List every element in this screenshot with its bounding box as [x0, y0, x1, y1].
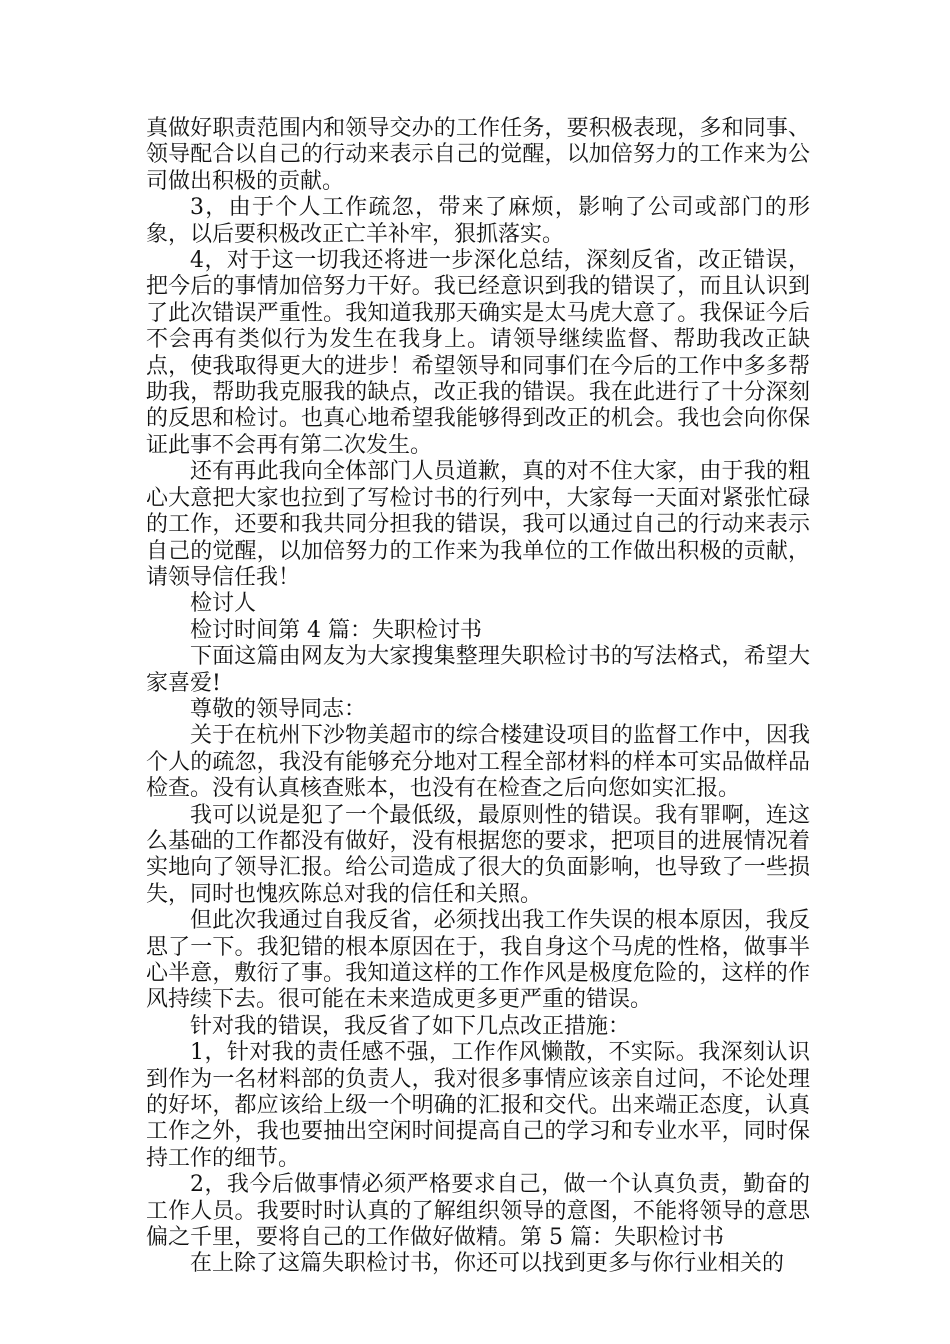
paragraph-10: 我可以说是犯了一个最低级，最原则性的错误。我有罪啊，连这么基础的工作都没有做好，没有根据您的要求，把项目的进展情况着实地向了领导汇报。给公司造成了很大的负面影响，也导致了一些损失，同时也愧疚陈总对我的信任和关照。 — [146, 802, 810, 907]
date-and-heading-line: 检讨时间第 4 篇：失职检讨书 — [190, 617, 482, 643]
paragraph-1: 真做好职责范围内和领导交办的工作任务，要积极表现，多和同事、领导配合以自己的行动来表示自己的觉醒，以加倍努力的工作来为公司做出积极的贡献。 — [146, 116, 810, 194]
paragraph-4: 还有再此我向全体部门人员道歉，真的对不住大家，由于我的粗心大意把大家也拉到了写检讨书的行列中，大家每一天面对紧张忙碌的工作，还要和我共同分担我的错误，我可以通过自己的行动来表示自己的觉醒，以加倍努力的工作来为我单位的工作做出积极的贡献，请领导信任我！ — [146, 459, 810, 590]
paragraph-2: 3，由于个人工作疏忽，带来了麻烦，影响了公司或部门的形象，以后要积极改正亡羊补牢，狠抓落实。 — [146, 195, 810, 247]
salutation: 尊敬的领导同志： — [190, 696, 367, 722]
document-page — [146, 116, 810, 1278]
paragraph-11: 但此次我通过自我反省，必须找出我工作失误的根本原因，我反思了一下。我犯错的根本原因在于，我自身这个马虎的性格，做事半心半意，敷衍了事。我知道这样的工作作风是极度危险的，这样的作风持续下去。很可能在未来造成更多更严重的错误。 — [146, 908, 810, 1013]
paragraph-15: 在上除了这篇失职检讨书，你还可以找到更多与你行业相关的 — [190, 1251, 785, 1277]
paragraph-12: 针对我的错误，我反省了如下几点改正措施： — [190, 1013, 631, 1039]
paragraph-3: 4，对于这一切我还将进一步深化总结，深刻反省，改正错误，把今后的事情加倍努力干好。我已经意识到我的错误了，而且认识到了此次错误严重性。我知道我那天确实是太马虎大意了。我保证今后不会再有类似行为发生在我身上。请领导继续监督、帮助我改正缺点，使我取得更大的进步！希望领导和同事们在今后的工作中多多帮助我，帮助我克服我的缺点，改正我的错误。我在此进行了十分深刻的反思和检讨。也真心地希望我能够得到改正的机会。我也会向你保证此事不会再有第二次发生。 — [146, 248, 810, 458]
signature-line: 检讨人 — [190, 591, 257, 617]
paragraph-13: 1，针对我的责任感不强，工作作风懒散，不实际。我深刻认识到作为一名材料部的负责人，我对很多事情应该亲自过问，不论处理的好坏，都应该给上级一个明确的汇报和交代。出来端正态度，认真工作之外，我也要抽出空闲时间提高自己的学习和专业水平，同时保持工作的细节。 — [146, 1040, 810, 1171]
paragraph-14: 2，我今后做事情必须严格要求自己，做一个认真负责，勤奋的工作人员。我要时时认真的了解组织领导的意图，不能将领导的意思偏之千里，要将自己的工作做好做精。第 5 篇：失职检讨书 — [146, 1172, 810, 1251]
paragraph-intro: 下面这篇由网友为大家搜集整理失职检讨书的写法格式，希望大家喜爱! — [146, 644, 810, 696]
paragraph-9: 关于在杭州下沙物美超市的综合楼建设项目的监督工作中，因我个人的疏忽，我没有能够充分地对工程全部材料的样本可实品做样品检查。没有认真核查账本，也没有在检查之后向您如实汇报。 — [146, 723, 810, 802]
